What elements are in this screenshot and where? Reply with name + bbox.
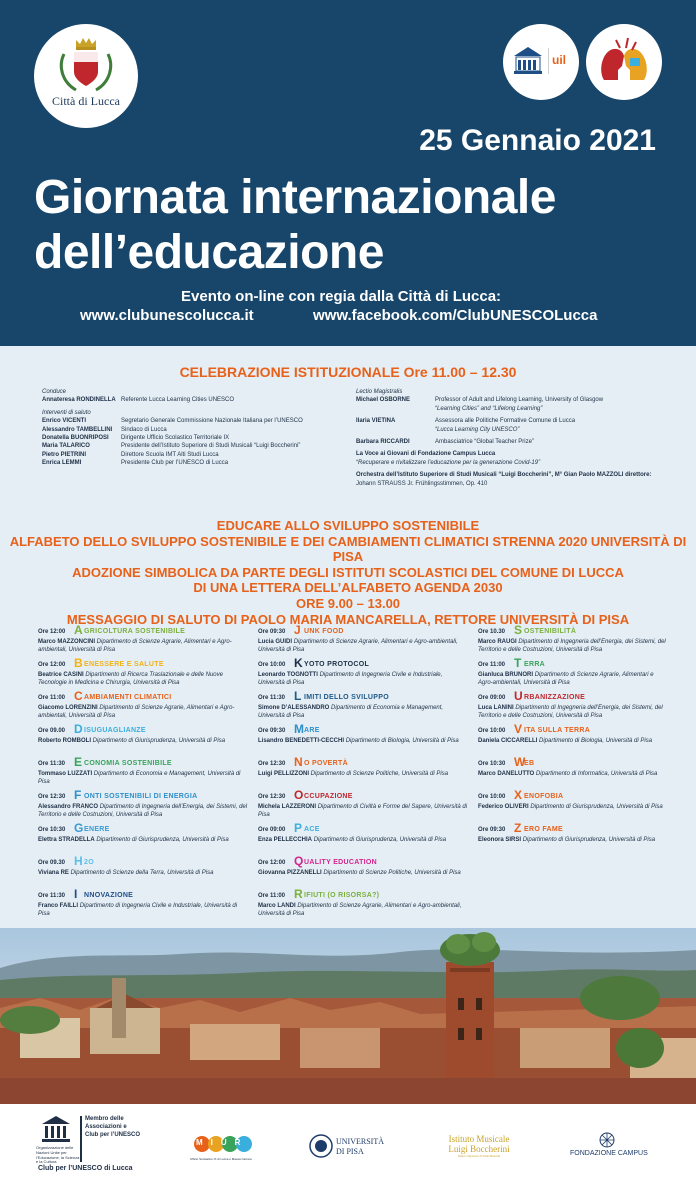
entry-speaker <box>38 705 248 720</box>
section-heading: MESSAGGIO DI SALUTO DI PAOLO MARIA MANCARELLA, RETTORE UNIVERSITÀ DI PISA <box>66 611 630 627</box>
alphabet-entry <box>478 690 668 723</box>
entry-letter: G <box>74 821 84 835</box>
entry-letter: J <box>294 623 301 637</box>
alphabet-column-1 <box>38 624 248 921</box>
speaker-department: Dipartimento di Scienze Agrarie, Alimentari e Agro-ambientali, Università di Pisa <box>38 639 232 653</box>
entry-word: ENESSERE E SALUTE <box>84 661 164 668</box>
entry-speaker <box>478 804 668 812</box>
entry-speaker <box>258 903 468 918</box>
entry-word: NNOVAZIONE <box>84 892 134 899</box>
speaker-role: Professor of Adult and Lifelong Learning, University of Glasgow <box>435 397 604 404</box>
speaker-name: Marco DANELUTTO <box>478 771 535 777</box>
speaker-row <box>42 417 342 425</box>
speaker-name: Alessandro TAMBELLINI <box>42 426 113 433</box>
entry-letter: U <box>514 689 523 703</box>
citta-di-lucca-logo <box>34 24 138 128</box>
speaker-department: Dipartimento di Informatica, Università di Pisa <box>535 771 658 777</box>
celebration-left-column <box>42 388 342 468</box>
speaker-name: Eleonora SIRSI <box>478 837 522 843</box>
speaker-role: Presidente Club per l’UNESCO di Lucca <box>121 460 229 467</box>
entry-time: Ore 09:00 <box>478 695 506 701</box>
speaker-row <box>356 417 656 434</box>
entry-word: CCUPAZIONE <box>304 793 353 800</box>
speaker-role: Presidente dell’Istituto Superiore di Studi Musicali “Luigi Boccherini” <box>121 443 301 450</box>
speaker-name: Enza PELLECCHIA <box>258 837 313 843</box>
fondazione-campus-name: FONDAZIONE CAMPUS <box>570 1150 648 1157</box>
entry-time: Ore 10:30 <box>478 761 506 767</box>
speaker-name: Enrica LEMMI <box>42 460 82 467</box>
entry-time: Ore 12:00 <box>38 629 66 635</box>
entry-word: 2O <box>84 859 94 866</box>
boccherini-name: Luigi Boccherini <box>448 1144 510 1154</box>
speaker-department: Dipartimento di Ingegneria Civile e Industriale, Università di Pisa <box>258 672 443 686</box>
alphabet-entry <box>258 855 468 888</box>
alphabet-entry <box>38 789 248 822</box>
alphabet-entry <box>38 624 248 657</box>
alphabet-entry <box>258 822 468 855</box>
alphabet-column-2 <box>258 624 468 921</box>
celebration-title: CELEBRAZIONE ISTITUZIONALE Ore 11.00 – 12.30 <box>179 364 517 380</box>
saluto-label: Interventi di saluto <box>42 409 91 416</box>
speaker-department: Dipartimento di Civiltà e Forme del Sapere, Università di Pisa <box>258 804 468 818</box>
entry-word: ENOFOBIA <box>524 793 564 800</box>
entry-speaker <box>258 672 468 687</box>
entry-letter: P <box>294 821 303 835</box>
section-heading: EDUCARE ALLO SVILUPPO SOSTENIBILE <box>216 518 480 533</box>
speaker-role: Ambasciatrice “Global Teacher Prize” <box>435 438 534 445</box>
entry-letter: R <box>294 887 303 901</box>
speaker-name: Pietro PIETRINI <box>42 451 87 458</box>
speaker-name: Lisandro BENEDETTI-CECCHI <box>258 738 345 744</box>
alphabet-entry <box>258 756 468 789</box>
entry-speaker <box>258 837 468 845</box>
entry-time: Ore 10:00 <box>258 662 286 668</box>
entry-time: Ore 09:30 <box>258 629 286 635</box>
alphabet-entry <box>38 756 248 789</box>
entry-letter: V <box>514 722 523 736</box>
speaker-department: Dipartimento di Giurisprudenza, Università di Pisa <box>313 837 447 843</box>
entry-speaker <box>478 705 668 720</box>
speaker-name: Gianluca BRUNORI <box>478 672 534 678</box>
alphabet-entry <box>38 690 248 723</box>
entry-time: Ore 11:30 <box>258 695 286 701</box>
entry-speaker <box>258 705 468 720</box>
conduce-label: Conduce <box>42 389 67 395</box>
speaker-name: Federico OLIVERI <box>478 804 529 810</box>
entry-time: Ore 11:30 <box>38 761 66 767</box>
entry-letter: Q <box>294 854 304 868</box>
alphabet-entry <box>478 756 668 789</box>
entry-letter: K <box>294 656 303 670</box>
entry-time: Ore 09.30 <box>38 860 66 866</box>
crown-icon <box>74 36 98 50</box>
alphabet-entry <box>38 723 248 756</box>
entry-word: ACE <box>304 826 320 833</box>
entry-letter: H <box>74 854 83 868</box>
club-unesco-lucca: Club per l’UNESCO di Lucca <box>38 1165 133 1172</box>
speaker-department: Dipartimento di Ricerca Traslazionale e delle Nuove Tecnologie in Medicina e Chirurgia, Università di Pisa <box>38 672 223 686</box>
speaker-name: Ilaria VIETINA <box>356 418 396 425</box>
speaker-name: Franco FAILLI <box>38 903 79 909</box>
alphabet-entry <box>258 624 468 657</box>
speaker-row <box>356 438 656 446</box>
speaker-name: Elettra STRADELLA <box>38 837 95 843</box>
entry-word: IFIUTI (O RISORSA?) <box>304 892 380 899</box>
entry-letter: T <box>514 656 522 670</box>
speaker-department: Dipartimento di Biologia, Università di Pisa <box>539 738 653 744</box>
entry-word: GRICOLTURA SOSTENIBILE <box>84 628 186 635</box>
miur-small-text: Ufficio Scolastico IX di Lucca e Massa Carrara <box>190 1157 252 1161</box>
unesco-temple-icon <box>511 44 545 78</box>
entry-word: ONTI SOSTENIBILI DI ENERGIA <box>84 793 198 800</box>
entry-letter: X <box>514 788 523 802</box>
entry-letter: N <box>294 755 303 769</box>
speaker-name: Donatella BUONRIPOSI <box>42 434 109 441</box>
speaker-department: Dipartimento di Ingegneria Civile e Industriale, Università di Pisa <box>38 903 238 917</box>
entry-letter: I <box>74 887 78 901</box>
entry-word: RBANIZZAZIONE <box>524 694 586 701</box>
speaker-department: Dipartimento di Scienze Agrarie, Alimentari e Agro-ambientali, Università di Pisa <box>478 672 654 686</box>
alphabet-entry <box>258 789 468 822</box>
boccherini-name: Istituto Musicale <box>448 1134 510 1144</box>
entry-speaker <box>478 771 668 779</box>
entry-time: Ore 10:30 <box>38 827 66 833</box>
entry-letter: L <box>294 689 302 703</box>
alphabet-entry <box>38 822 248 855</box>
unipi-name: DI PISA <box>336 1146 364 1156</box>
speaker-department: Dipartimento di Giurisprudenza, Università di Pisa <box>92 738 226 744</box>
speaker-department: Dipartimento di Ingegneria dell’Energia, dei Sistemi, del Territorio e delle Costruzioni, Università di Pisa <box>38 804 248 818</box>
speaker-row <box>42 396 342 404</box>
entry-speaker <box>38 870 248 878</box>
speaker-name: Giacomo LORENZINI <box>38 705 98 711</box>
event-title-line2: dell’educazione <box>34 226 384 279</box>
speaker-row <box>42 451 342 459</box>
entry-letter: B <box>74 656 83 670</box>
speaker-department: Dipartimento di Biologia, Università di Pisa <box>345 738 459 744</box>
entry-speaker <box>38 771 248 786</box>
entry-time: Ore 11:00 <box>38 695 66 701</box>
speaker-name: Leonardo TOGNOTTI <box>258 672 318 678</box>
alphabet-entry <box>478 723 668 756</box>
speaker-department: Dipartimento di Scienze Politiche, Università di Pisa <box>310 771 449 777</box>
entry-speaker <box>38 639 248 654</box>
speaker-name: Roberto ROMBOLI <box>38 738 91 744</box>
entry-letter: E <box>74 755 83 769</box>
miur-label: MIUR <box>196 1138 249 1147</box>
entry-speaker <box>258 639 468 654</box>
speaker-department: Dipartimento di Giurisprudenza, Università di Pisa <box>530 804 663 810</box>
entry-word: AMBIAMENTI CLIMATICI <box>84 694 172 701</box>
alphabet-entry <box>258 888 468 921</box>
entry-speaker <box>38 837 248 845</box>
alphabet-entry <box>478 822 668 855</box>
entry-speaker <box>478 837 668 845</box>
speaker-name: Michela LAZZERONI <box>258 804 317 810</box>
speech-title: “Lucca Learning City UNESCO” <box>435 426 520 433</box>
entry-speaker <box>478 639 668 654</box>
education-day-logo <box>586 24 662 100</box>
entry-time: Ore 09:30 <box>258 728 286 734</box>
program-section <box>0 346 696 928</box>
speaker-name: Lucia GUIDI <box>258 639 293 645</box>
alphabet-entry <box>38 888 248 921</box>
entry-time: Ore 12:00 <box>258 860 286 866</box>
entry-time: Ore 09:30 <box>478 827 506 833</box>
entry-word: ENERE <box>84 826 110 833</box>
alphabet-entry <box>258 657 468 690</box>
lucca-skyline-image <box>0 928 696 1104</box>
entry-time: Ore 09:00 <box>258 827 286 833</box>
entry-time: Ore 09.00 <box>38 728 66 734</box>
heads-icon <box>594 34 654 90</box>
entry-letter: Z <box>514 821 522 835</box>
city-name: Città di Lucca <box>52 94 120 108</box>
speaker-row <box>42 442 342 450</box>
lucca-panorama-photo <box>0 928 696 1104</box>
section-heading: DI UNA LETTERA DELL’ALFABETO AGENDA 2030 <box>193 580 503 596</box>
entry-speaker <box>478 672 668 687</box>
speaker-department: Dipartimento di Giurisprudenza, Università di Pisa <box>522 837 656 843</box>
entry-letter: F <box>74 788 82 802</box>
entry-time: Ore 12:30 <box>258 761 286 767</box>
speaker-name: Alessandro FRANCO <box>38 804 99 810</box>
entry-time: Ore 11:00 <box>478 662 506 668</box>
speaker-role: Sindaco di Lucca <box>121 426 167 433</box>
entry-word: ERO FAME <box>524 826 563 833</box>
event-title-line1: Giornata internazionale <box>34 171 556 224</box>
unesco-unitwin-logo <box>503 24 579 100</box>
speaker-name: Giovanna PIZZANELLI <box>258 870 322 876</box>
alphabet-entry <box>478 624 668 657</box>
entry-speaker <box>258 870 468 878</box>
alphabet-entry <box>258 723 468 756</box>
campus-emblem-icon <box>598 1132 616 1148</box>
event-subtitle: Evento on-line con regia dalla Città di Lucca: <box>181 288 502 305</box>
entry-speaker <box>478 738 668 746</box>
entry-word: UALITY EDUCATION <box>304 859 377 866</box>
speaker-role: Referente Lucca Learning Cities UNESCO <box>121 397 235 404</box>
entry-letter: S <box>514 623 523 637</box>
uil-icon <box>548 46 574 76</box>
speaker-name: Beatrice CASINI <box>38 672 84 678</box>
speaker-department: Dipartimento di Economia e Management, Università di Pisa <box>258 705 444 719</box>
lectio-label: Lectio Magistralis <box>356 389 403 395</box>
event-date: 25 Gennaio 2021 <box>419 124 656 157</box>
speaker-name: Enrico VICENTI <box>42 418 87 425</box>
speaker-department: Dipartimento di Scienze Agrarie, Alimentari e Agro-ambientali, Università di Pisa <box>38 705 235 719</box>
speaker-role: Direttore Scuola IMT Alti Studi Lucca <box>121 451 219 458</box>
entry-time: Ore 10:00 <box>478 728 506 734</box>
section-heading: ORE 9.00 – 13.00 <box>295 595 401 611</box>
alphabet-column-3 <box>478 624 668 855</box>
unipi-name: UNIVERSITÀ <box>336 1137 384 1146</box>
entry-word: ARE <box>304 727 320 734</box>
section-heading: ADOZIONE SIMBOLICA DA PARTE DEGLI ISTITUTI SCOLASTICI DEL COMUNE DI LUCCA <box>72 564 624 580</box>
unesco-small-text: Organizzazione delle Nazioni Unite per l’Educazione, la Scienza e la Cultura <box>36 1145 80 1165</box>
speaker-name: Viviana RE <box>38 870 69 876</box>
speaker-row <box>356 396 656 413</box>
speaker-role: Assessora alle Politiche Formative Comune di Lucca <box>435 418 576 425</box>
unipi-seal-icon <box>309 1134 333 1158</box>
orchestra-line: Orchestra dell’Istituto Superiore di Studi Musicali “Luigi Boccherini”, M° Gian Paolo MAZZOLI direttore: <box>356 472 652 479</box>
alphabet-entry <box>478 657 668 690</box>
speaker-department: Dipartimento di Scienze Agrarie, Alimentari e Agro-ambientali, Università di Pisa <box>258 903 462 917</box>
entry-speaker <box>258 804 468 819</box>
alphabet-entry <box>38 855 248 888</box>
website-link[interactable]: www.clubunescolucca.it <box>80 307 254 324</box>
speaker-name: Tommaso LUZZATI <box>38 771 93 777</box>
svg-text:uil: uil <box>552 53 566 67</box>
speaker-department: Dipartimento di Scienze Politiche, Università di Pisa <box>323 870 461 876</box>
alphabet-entry <box>38 657 248 690</box>
speaker-name: Daniela CICCARELLI <box>478 738 538 744</box>
speaker-name: Simone D’ALESSANDRO <box>258 705 330 711</box>
entry-word: EB <box>524 760 535 767</box>
entry-letter: M <box>294 722 304 736</box>
unesco-member-text: Membro delle <box>85 1116 124 1122</box>
entry-letter: O <box>294 788 304 802</box>
entry-time: Ore 11:00 <box>258 893 286 899</box>
entry-speaker <box>38 903 248 918</box>
entry-time: Ore 12:00 <box>38 662 66 668</box>
speaker-name: Barbara RICCARDI <box>356 438 410 445</box>
speaker-department: Dipartimento di Ingegneria dell’Energia, dei Sistemi, del Territorio e delle Costruzioni, Università di Pisa <box>478 705 663 719</box>
speaker-role: Dirigente Ufficio Scolastico Territoriale IX <box>121 434 230 441</box>
boccherini-small: Istituto Superiore di Studi Musicali <box>457 1154 501 1158</box>
entry-letter: A <box>74 623 83 637</box>
entry-word: O POVERTÀ <box>304 760 348 767</box>
entry-letter: D <box>74 722 83 736</box>
entry-word: ISUGUAGLIANZE <box>84 727 146 734</box>
speaker-name: Michael OSBORNE <box>356 397 411 404</box>
entry-time: Ore 10:00 <box>478 794 506 800</box>
entry-time: Ore 12:30 <box>38 794 66 800</box>
unesco-member-text: Associazioni e <box>85 1123 127 1130</box>
speaker-name: Luca LANINI <box>478 705 514 711</box>
header-banner <box>0 0 696 346</box>
speaker-department: Dipartimento di Giurisprudenza, Università di Pisa <box>96 837 229 843</box>
sponsors-footer <box>0 1104 696 1184</box>
youth-voice-title: La Voce ai Giovani di Fondazione Campus Lucca <box>356 451 496 458</box>
speaker-name: Marco RAUGI <box>478 639 517 645</box>
entry-word: OSTENIBILITÀ <box>524 628 577 635</box>
entry-word: IMITI DELLO SVILUPPO <box>304 694 389 701</box>
unesco-member-text: Club per l’UNESCO <box>85 1131 141 1138</box>
speaker-department: Dipartimento di Scienze Agrarie, Alimentari e Agro-ambientali, Università di Pisa <box>258 639 458 653</box>
entry-word: YOTO PROTOCOL <box>304 661 370 668</box>
speaker-name: Annateresa RONDINELLA <box>42 397 116 404</box>
laurel-icon <box>56 50 116 92</box>
speaker-department: Dipartimento di Ingegneria dell’Energia, dei Sistemi, del Territorio e delle Costruzioni, Università di Pisa <box>478 639 666 653</box>
entry-letter: C <box>74 689 83 703</box>
speaker-row <box>42 434 342 442</box>
speaker-department: Dipartimento di Scienze della Terra, Università di Pisa <box>70 870 214 876</box>
section-heading: ALFABETO DELLO SVILUPPO SOSTENIBILE E DEI CAMBIAMENTI CLIMATICI STRENNA 2020 UNIVERSITÀ DI PISA <box>9 533 687 565</box>
speaker-row <box>42 426 342 434</box>
entry-letter: W <box>514 755 526 769</box>
entry-time: Ore 11:30 <box>38 893 66 899</box>
alphabet-entry <box>478 789 668 822</box>
entry-time: Ore 10.30 <box>478 629 506 635</box>
speaker-name: Maria TALARICO <box>42 443 90 450</box>
entry-word: ITA SULLA TERRA <box>524 727 591 734</box>
speaker-department: Dipartimento di Economia e Management, Università di Pisa <box>38 771 241 785</box>
alphabet-entry <box>258 690 468 723</box>
entry-speaker <box>38 804 248 819</box>
entry-speaker <box>258 738 468 746</box>
entry-speaker <box>258 771 468 779</box>
unesco-temple-icon <box>40 1114 72 1144</box>
speaker-name: Marco LANDI <box>258 903 296 909</box>
entry-time: Ore 12:30 <box>258 794 286 800</box>
sustainability-section-title <box>0 518 696 627</box>
orchestra-piece: Johann STRAUSS Jr. Frühlingsstimmen, Op. 410 <box>356 480 488 487</box>
speaker-row <box>42 459 342 467</box>
speech-title: “Learning Cities” and “Lifelong Learning” <box>435 405 543 412</box>
speaker-role: Segretario Generale Commissione Nazionale Italiana per l’UNESCO <box>121 418 303 425</box>
entry-word: CONOMIA SOSTENIBILE <box>84 760 172 767</box>
celebration-right-column <box>356 388 656 488</box>
speaker-name: Marco MAZZONCINI <box>38 639 95 645</box>
entry-speaker <box>38 738 248 746</box>
entry-speaker <box>38 672 248 687</box>
youth-voice-note: “Recuperare e rivitalizzare l’educazione per la generazione Covid-19” <box>356 459 541 466</box>
facebook-link[interactable]: www.facebook.com/ClubUNESCOLucca <box>313 307 598 324</box>
entry-word: UNK FOOD <box>304 628 344 635</box>
speaker-name: Luigi PELLIZZONI <box>258 771 309 777</box>
entry-word: ERRA <box>524 661 546 668</box>
